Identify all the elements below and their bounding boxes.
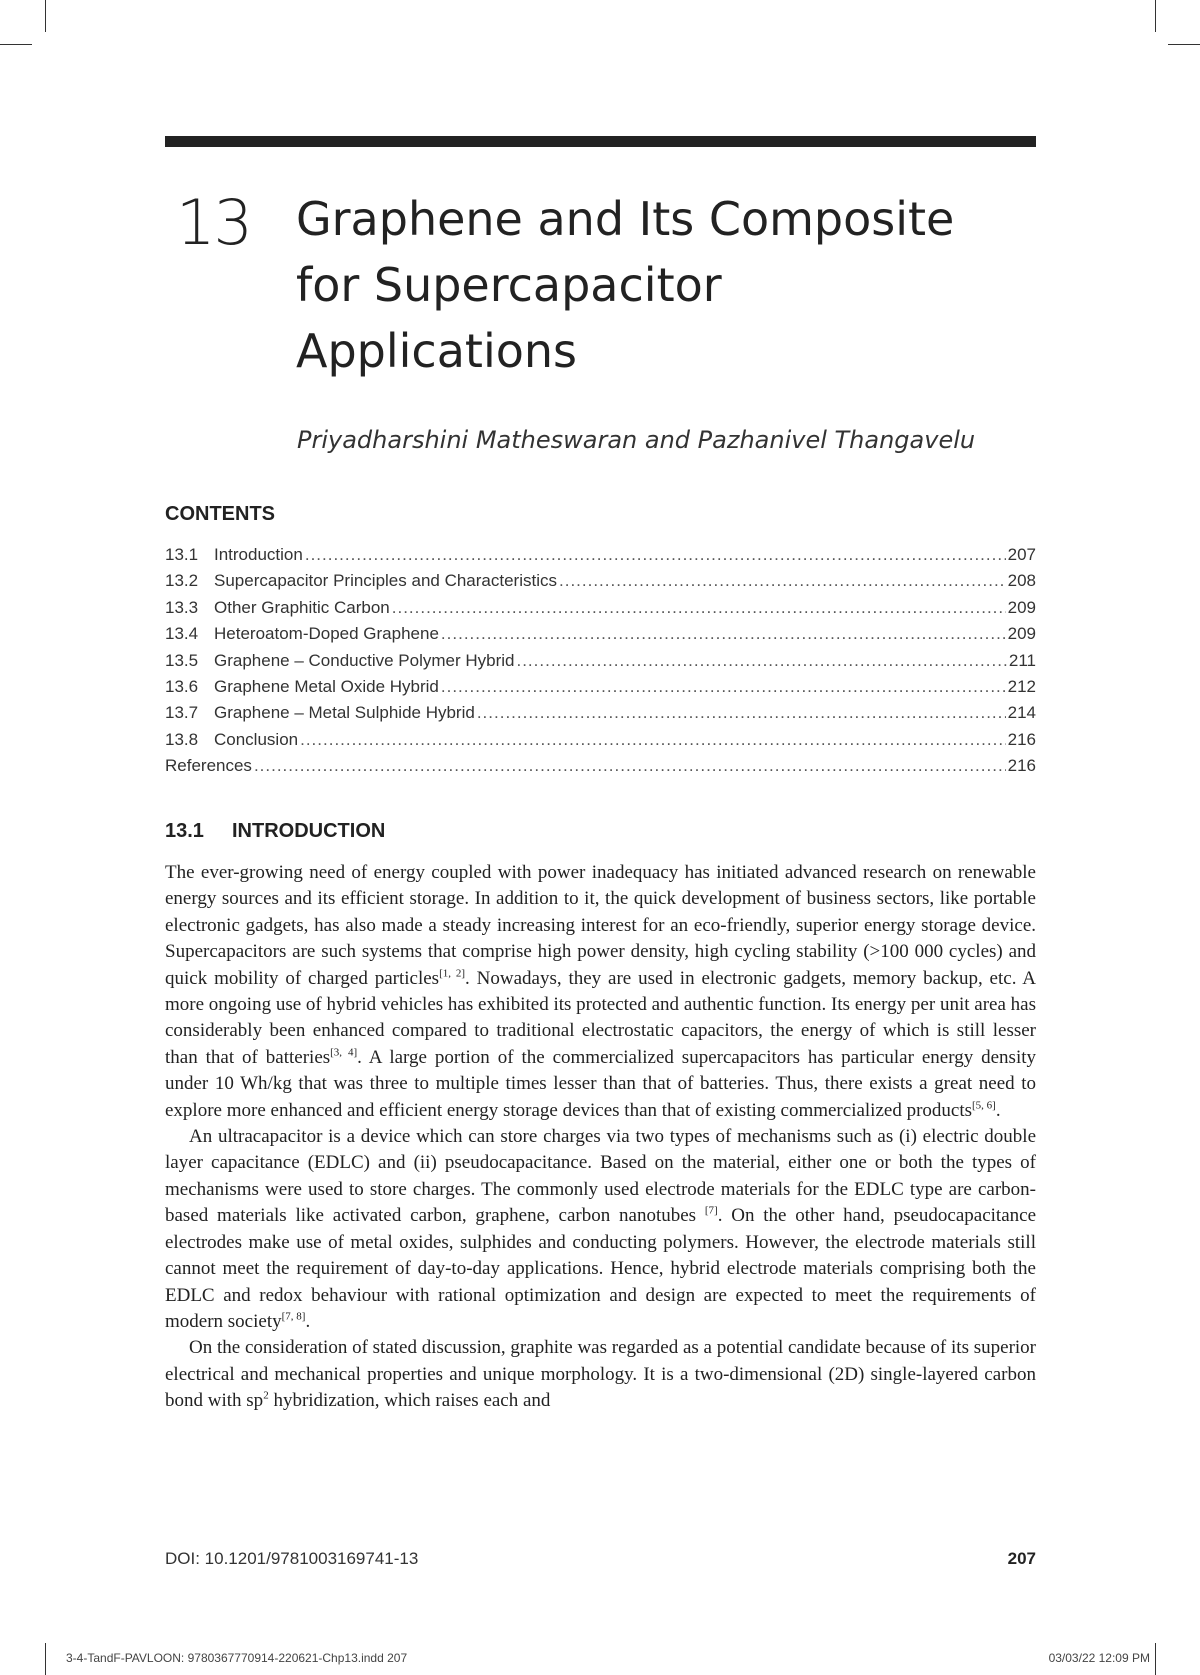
toc-entry-page: 207 (1007, 545, 1036, 564)
paragraph-text: . On the other hand, pseudocapacitance electrodes make use of metal oxides, sulphides and conducting polymers. However, the electrode materials still cannot meet the requirement of day-to-day applications. Hence, hybrid electrode materials comprising both the EDLC and redox behaviour with rational optimization and design are expected to meet the requirements of modern society (165, 1205, 1036, 1332)
toc-entry-title: Graphene – Metal Sulphide Hybrid (214, 703, 475, 723)
toc-entry-graphitic-carbon[interactable] (165, 598, 1036, 624)
toc-entry-number: 13.6 (165, 676, 199, 696)
citation-ref[interactable]: [7, 8] (281, 1310, 306, 1323)
crop-mark (0, 44, 32, 45)
toc-entry-page: 216 (1007, 729, 1036, 749)
toc-entry-conclusion[interactable] (165, 730, 1036, 756)
toc-entry-title: References (165, 756, 252, 776)
toc-leader-dots (305, 545, 1006, 565)
toc-entry-metal-sulphide[interactable] (165, 703, 1036, 729)
toc-entry-page: 209 (1007, 597, 1036, 617)
crop-mark (1155, 0, 1156, 32)
toc-entry-number: 13.7 (165, 703, 199, 723)
footer-doi[interactable]: DOI: 10.1201/9781003169741-13 (165, 1549, 419, 1568)
body-text (165, 860, 1036, 1415)
toc-entry-page: 209 (1007, 624, 1036, 644)
toc-leader-dots (477, 703, 1006, 723)
toc-entry-heteroatom[interactable] (165, 624, 1036, 650)
toc-entry-title: Supercapacitor Principles and Characteristics (214, 571, 557, 591)
toc-leader-dots (254, 756, 1006, 776)
toc-entry-number: 13.4 (165, 624, 199, 644)
chapter-title-line: Applications (296, 324, 577, 378)
superscript: 2 (263, 1389, 269, 1402)
toc-entry-title: Heteroatom-Doped Graphene (214, 624, 439, 644)
toc-entry-title: Other Graphitic Carbon (214, 597, 390, 617)
toc-entry-number: 13.8 (165, 729, 199, 749)
paragraph-text: hybridization, which raises each and (268, 1390, 551, 1412)
chapter-top-rule (165, 136, 1036, 147)
toc-leader-dots (441, 624, 1006, 644)
paragraph-text: . Nowadays, they are used in electronic gadgets, memory backup, etc. A more ongoing use of hybrid vehicles has exhibited its protected and authentic function. Its energy per unit area has considerably been enhanced compared to traditional electrostatic capacitors, the energy of which is still lesser than that of batteries (165, 967, 1036, 1068)
paragraph-text: The ever-growing need of energy coupled with power inadequacy has initiated advanced research on renewable energy sources and its efficient storage. In addition to it, the quick development of business sectors, like portable electronic gadgets, has also made a steady increasing interest for an eco-friendly, superior energy storage device. Supercapacitors are such systems that comprise high power density, high cycling stability (>100 000 cycles) and quick mobility of charged particles (165, 862, 1036, 989)
section-title: INTRODUCTION (232, 820, 386, 842)
print-slug-right: 03/03/22 12:09 PM (1048, 1651, 1150, 1665)
toc-entry-polymer-hybrid[interactable] (165, 651, 1036, 677)
crop-mark (45, 0, 46, 32)
toc-entry-title: Introduction (214, 545, 303, 564)
toc-leader-dots (441, 677, 1006, 697)
toc-entry-references[interactable] (165, 756, 1036, 782)
paragraph (165, 860, 1036, 1124)
chapter-authors: Priyadharshini Matheswaran and Pazhanivel Thangavelu (297, 426, 976, 454)
toc-entry-title: Graphene – Conductive Polymer Hybrid (214, 650, 515, 670)
contents-heading: CONTENTS (165, 503, 275, 525)
toc-entry-metal-oxide[interactable] (165, 677, 1036, 703)
toc-entry-number: 13.3 (165, 597, 199, 617)
section-heading (165, 820, 385, 843)
toc-entry-page: 208 (1007, 571, 1036, 591)
toc-entry-title: Conclusion (214, 729, 299, 749)
crop-mark (1155, 1643, 1156, 1675)
citation-ref[interactable]: [3, 4] (330, 1046, 358, 1059)
toc-entry-page: 216 (1007, 756, 1036, 776)
toc-entry-number: 13.1 (165, 545, 199, 564)
chapter-title (296, 186, 1036, 384)
toc-entry-page: 214 (1007, 703, 1036, 723)
toc-entry-page: 212 (1007, 676, 1036, 696)
section-number: 13.1 (165, 820, 204, 842)
toc-entry-introduction[interactable] (165, 545, 1036, 571)
citation-ref[interactable]: [5, 6] (972, 1099, 996, 1112)
table-of-contents (165, 545, 1036, 783)
chapter-title-line: Graphene and Its Composite (296, 192, 955, 246)
crop-mark (1168, 44, 1200, 45)
paragraph-text: An ultracapacitor is a device which can store charges via two types of mechanisms such as (i) electric double layer capacitance (EDLC) and (ii) pseudocapacitance. Based on the material, either one or both the types of mechanisms were used to store charges. The commonly used electrode materials for the EDLC type are carbon-based materials like activated carbon, graphene, carbon nanotubes (165, 1126, 1036, 1227)
paragraph-text: On the consideration of stated discussion, graphite was regarded as a potential candidate because of its superior electrical and mechanical properties and unique morphology. It is a two-dimensional (2D) single-layered carbon bond with sp (165, 1337, 1036, 1412)
toc-leader-dots (559, 571, 1006, 591)
citation-ref[interactable]: [1, 2] (439, 967, 466, 980)
paragraph-text: . (305, 1310, 311, 1332)
footer-page-number: 207 (1007, 1549, 1036, 1568)
toc-entry-principles[interactable] (165, 571, 1036, 597)
toc-entry-page: 211 (1008, 650, 1036, 670)
toc-entry-title: Graphene Metal Oxide Hybrid (214, 676, 439, 696)
paragraph-text: . (995, 1099, 1001, 1121)
paragraph-text: . A large portion of the commercialized supercapacitors has particular energy density under 10 Wh/kg that was three to multiple times lesser than that of batteries. Thus, there exists a great need to explore more enhanced and efficient energy storage devices than that of existing commercialized products (165, 1046, 1037, 1121)
toc-leader-dots (300, 730, 1006, 750)
chapter-number: 13 (176, 186, 251, 259)
paragraph (165, 1124, 1036, 1335)
print-slug-left: 3-4-TandF-PAVLOON: 9780367770914-220621-Chp13.indd 207 (66, 1651, 408, 1665)
toc-leader-dots (392, 598, 1006, 618)
paragraph (165, 1335, 1036, 1414)
citation-ref[interactable]: [7] (704, 1204, 718, 1217)
toc-entry-number: 13.5 (165, 650, 199, 670)
crop-mark (45, 1643, 46, 1675)
toc-leader-dots (516, 651, 1006, 671)
toc-entry-number: 13.2 (165, 571, 199, 591)
chapter-title-line: for Supercapacitor (296, 258, 722, 312)
